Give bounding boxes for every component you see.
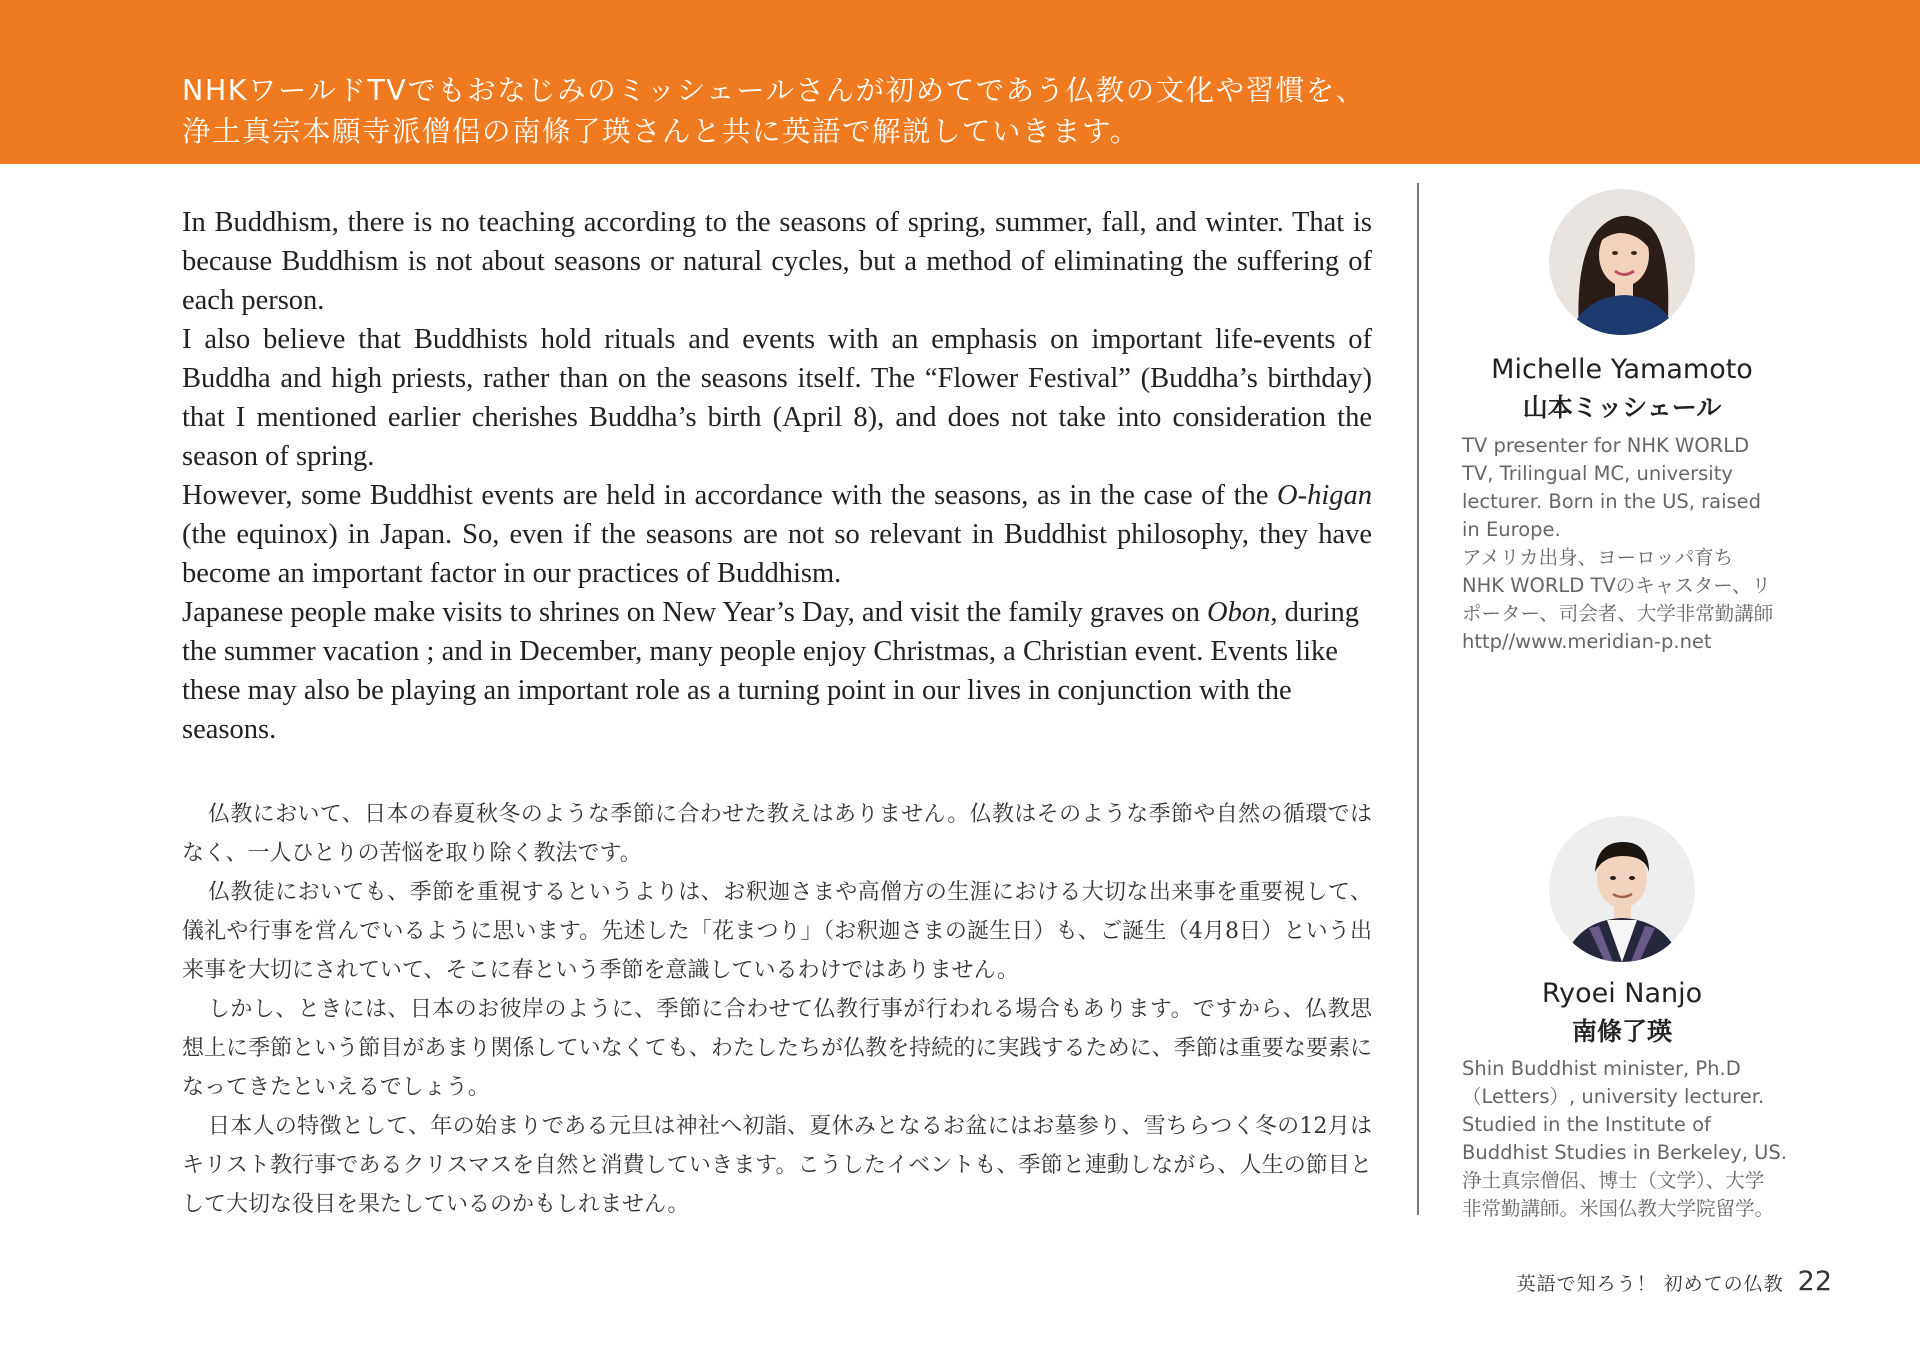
english-p4-text-a: Japanese people make visits to shrines on New Year’s Day, and visit the family graves on xyxy=(182,597,1207,628)
banner-line-2: 浄土真宗本願寺派僧侶の南條了瑛さんと共に英語で解説していきます。 xyxy=(182,115,1140,148)
english-paragraph-2: I also believe that Buddhists hold rituals and events with an emphasis on important life-events of Buddha and high priests, rather than on the seasons itself. The “Flower Festival” (Buddha’s birthday) that I mentioned earlier cherishes Buddha’s birth (April 8), and does not take into consideration the season of spring. xyxy=(182,324,1372,472)
bio-url: http//www.meridian-p.net xyxy=(1462,630,1712,653)
michelle-name-en: Michelle Yamamoto xyxy=(1491,354,1753,385)
japanese-paragraph-2: 仏教徒においても、季節を重視するというよりは、お釈迦さまや高僧方の生涯における大切な出来事を重要視して、儀礼や行事を営んでいるように思います。先述した「花まつり」（お釈迦さまの誕生日）も、ご誕生（4月8日）という出来事を大切にされていて、そこに春という季節を意識しているわけではありません。 xyxy=(182,880,1372,983)
bio-line: TV presenter for NHK WORLD xyxy=(1462,434,1750,457)
english-p3-text-a: However, some Buddhist events are held in accordance with the seasons, as in the case of the xyxy=(182,480,1277,511)
bio-line: アメリカ出身、ヨーロッパ育ち xyxy=(1462,546,1734,569)
bio-line: Buddhist Studies in Berkeley, US. xyxy=(1462,1141,1787,1164)
japanese-text-block xyxy=(182,795,1372,1224)
english-paragraph-1: In Buddhism, there is no teaching according to the seasons of spring, summer, fall, and winter. That is because Buddhism is not about seasons or natural cycles, but a method of eliminating the suffering of each person. xyxy=(182,207,1372,316)
column-divider xyxy=(1417,183,1419,1215)
bio-line: （Letters）, university lecturer. xyxy=(1462,1085,1765,1108)
obon-term: Obon xyxy=(1207,597,1271,628)
page-footer xyxy=(1517,1266,1832,1297)
japanese-paragraph-3: しかし、ときには、日本のお彼岸のように、季節に合わせて仏教行事が行われる場合もあります。ですから、仏教思想上に季節という節目があまり関係していなくても、わたしたちが仏教を持続的に実践するために、季節は重要な要素になってきたといえるでしょう。 xyxy=(182,997,1372,1100)
michelle-bio xyxy=(1462,432,1784,656)
english-p4-text-b: , during the summer vacation ; and in December, many people enjoy Christmas, a Christian event. Events like these may also be playing an important role as a turning point in our lives in conjunction with the seasons. xyxy=(182,597,1360,745)
page-number: 22 xyxy=(1797,1266,1832,1297)
english-paragraph-4 xyxy=(182,593,1372,749)
ryoei-bio xyxy=(1462,1055,1787,1223)
header-banner xyxy=(0,0,1920,164)
michelle-name-jp: 山本ミッシェール xyxy=(1522,393,1722,422)
ryoei-name xyxy=(1440,974,1804,1050)
bio-line: Studied in the Institute of xyxy=(1462,1113,1711,1136)
english-paragraph-3 xyxy=(182,476,1372,593)
michelle-name xyxy=(1440,350,1804,426)
bio-line: in Europe. xyxy=(1462,518,1561,541)
english-p3-text-b: (the equinox) in Japan. So, even if the seasons are not so relevant in Buddhist philosophy, they have become an important factor in our practices of Buddhism. xyxy=(182,519,1372,589)
japanese-paragraph-4: 日本人の特徴として、年の始まりである元旦は神社へ初詣、夏休みとなるお盆にはお墓参り、雪ちらつく冬の12月はキリスト教行事であるクリスマスを自然と消費していきます。こうしたイベントも、季節と連動しながら、人生の節目として大切な役目を果たしているのかもしれません。 xyxy=(182,1114,1372,1217)
bio-line: 非常勤講師。米国仏教大学院留学。 xyxy=(1462,1197,1775,1220)
bio-line: TV, Trilingual MC, university xyxy=(1462,462,1733,485)
michelle-photo xyxy=(1549,189,1695,335)
footer-title: 英語で知ろう！ 初めての仏教 xyxy=(1516,1273,1784,1295)
bio-line: 浄土真宗僧侶、博士（文学）、大学 xyxy=(1462,1169,1765,1192)
english-text-block xyxy=(182,203,1372,749)
bio-line: NHK WORLD TVのキャスター、リ xyxy=(1462,574,1771,597)
ryoei-name-en: Ryoei Nanjo xyxy=(1541,978,1703,1009)
japanese-paragraph-1: 仏教において、日本の春夏秋冬のような季節に合わせた教えはありません。仏教はそのような季節や自然の循環ではなく、一人ひとりの苦悩を取り除く教法です。 xyxy=(182,802,1372,866)
ryoei-name-jp: 南條了瑛 xyxy=(1571,1017,1672,1046)
bio-line: ポーター、司会者、大学非常勤講師 xyxy=(1462,602,1774,625)
bio-line: Shin Buddhist minister, Ph.D xyxy=(1462,1057,1741,1080)
o-higan-term: O-higan xyxy=(1277,480,1372,511)
ryoei-photo xyxy=(1549,816,1695,962)
bio-line: lecturer. Born in the US, raised xyxy=(1462,490,1762,513)
banner-line-1: NHKワールドTVでもおなじみのミッシェールさんが初めてであう仏教の文化や習慣を、 xyxy=(182,74,1366,107)
